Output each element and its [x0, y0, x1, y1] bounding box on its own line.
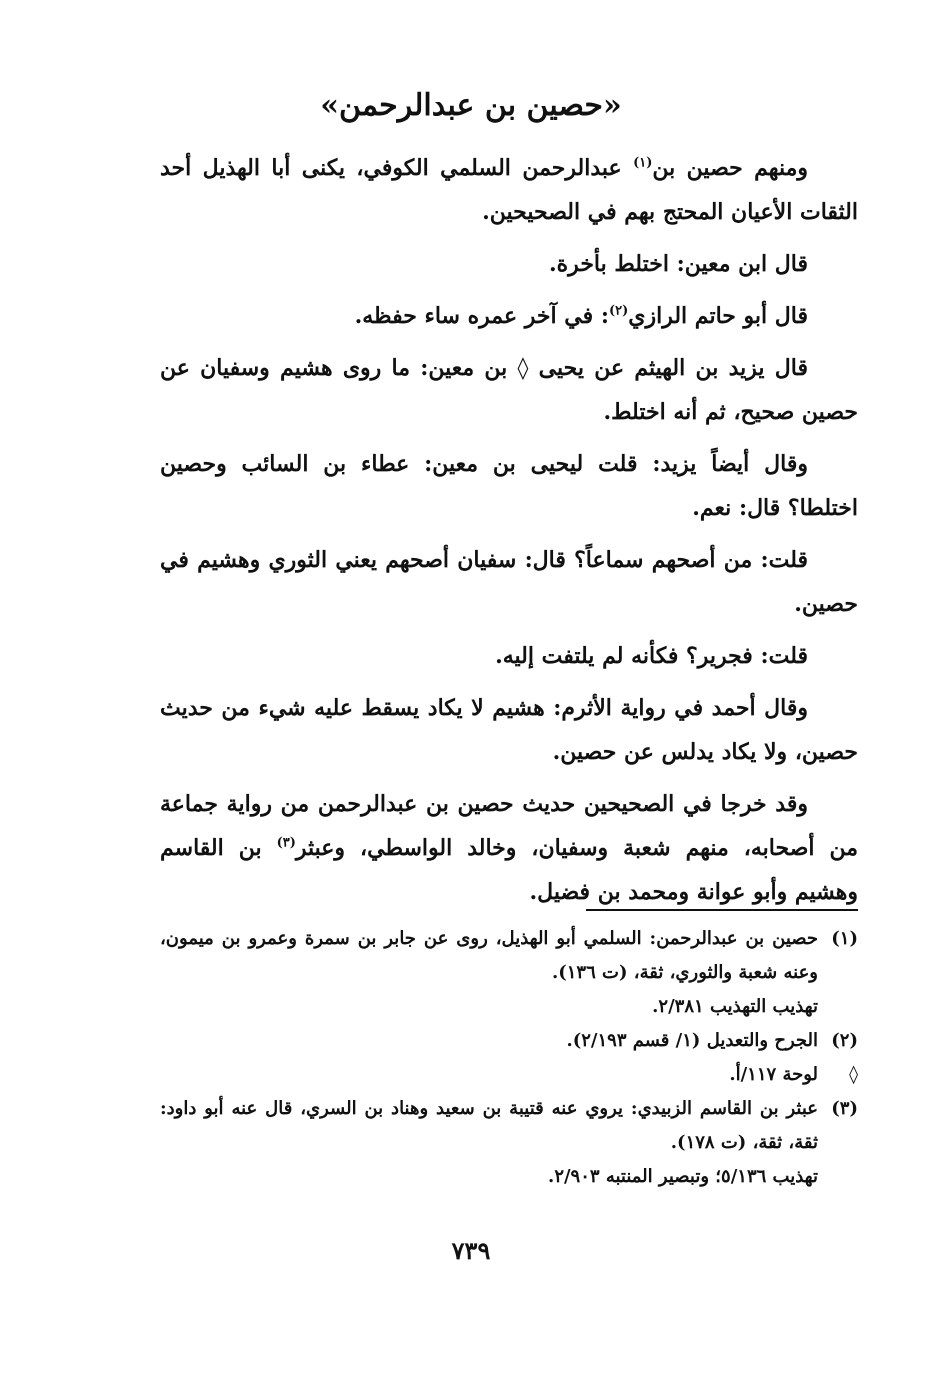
paragraph: وقال أيضاً يزيد: قلت ليحيى بن معين: عطاء بن السائب وحصين اختلطا؟ قال: نعم. — [160, 451, 858, 521]
footnote-number: (٢) — [831, 1030, 858, 1051]
paragraph: وقال أحمد في رواية الأثرم: هشيم لا يكاد يسقط عليه شيء من حديث حصين، ولا يكاد يدلس عن حصين. — [160, 695, 858, 765]
page-number: ٧٣٩ — [451, 1236, 491, 1265]
footnote-text: لوحة ١١٧/أ. — [729, 1064, 818, 1085]
footnote — [160, 1092, 858, 1160]
footnote-separator — [586, 909, 858, 911]
footnote-marker[interactable]: (٢) — [608, 303, 629, 319]
main-text — [160, 146, 858, 922]
footnote-text: الجرح والتعديل (١/ قسم ٢/١٩٣). — [566, 1030, 818, 1051]
footnote — [160, 1058, 858, 1092]
footnote-number: ◊ — [849, 1064, 858, 1085]
footnote-text: عبثر بن القاسم الزبيدي: يروي عنه قتيبة بن سعيد وهناد بن السري، قال عنه أبو داود: ثقة، ثقة، (ت ١٧٨). — [160, 1098, 818, 1153]
paragraph: قال يزيد بن الهيثم عن يحيى ◊ بن معين: ما روى هشيم وسفيان عن حصين صحيح، ثم أنه اختلط. — [160, 355, 858, 425]
footnote-text: حصين بن عبدالرحمن: السلمي أبو الهذيل، روى عن جابر بن سمرة وعمرو بن ميمون، وعنه شعبة والثوري، ثقة، (ت ١٣٦). — [160, 928, 818, 983]
footnote-reference: تهذيب التهذيب ٢/٣٨١. — [652, 996, 818, 1017]
paragraph: قلت: من أصحهم سماعاً؟ قال: سفيان أصحهم يعني الثوري وهشيم في حصين. — [160, 547, 858, 617]
paragraph: قلت: فجرير؟ فكأنه لم يلتفت إليه. — [495, 643, 808, 669]
footnote-marker[interactable]: (٣) — [276, 835, 296, 851]
section-title: «حصين بن عبدالرحمن» — [320, 88, 622, 123]
footnote — [160, 922, 858, 990]
paragraph: ومنهم حصين بن$^{(١)}$ عبدالرحمن السلمي الكوفي، يكنى أبا الهذيل أحد الثقات الأعيان المحتج بهم في الصحيحين. — [160, 155, 858, 225]
footnote-marker[interactable]: (١) — [633, 155, 653, 171]
footnote-reference: تهذيب ٥/١٣٦؛ وتبصير المنتبه ٢/٩٠٣. — [548, 1166, 818, 1187]
paragraph: قال أبو حاتم الرازي$^{(٢)}$: في آخر عمره ساء حفظه. — [354, 303, 808, 329]
footnote — [160, 1024, 858, 1058]
footnotes — [160, 922, 858, 1194]
footnote-number: (٣) — [831, 1098, 858, 1119]
paragraph: وقد خرجا في الصحيحين حديث حصين بن عبدالرحمن من رواية جماعة من أصحابه، منهم شعبة وسفيان، وخالد الواسطي، وعبثر$^{(٣)}$ بن القاسم وهشيم وأبو عوانة ومحمد بن فضيل. — [160, 791, 858, 905]
paragraph: قال ابن معين: اختلط بأخرة. — [549, 251, 808, 277]
footnote-number: (١) — [831, 928, 858, 949]
